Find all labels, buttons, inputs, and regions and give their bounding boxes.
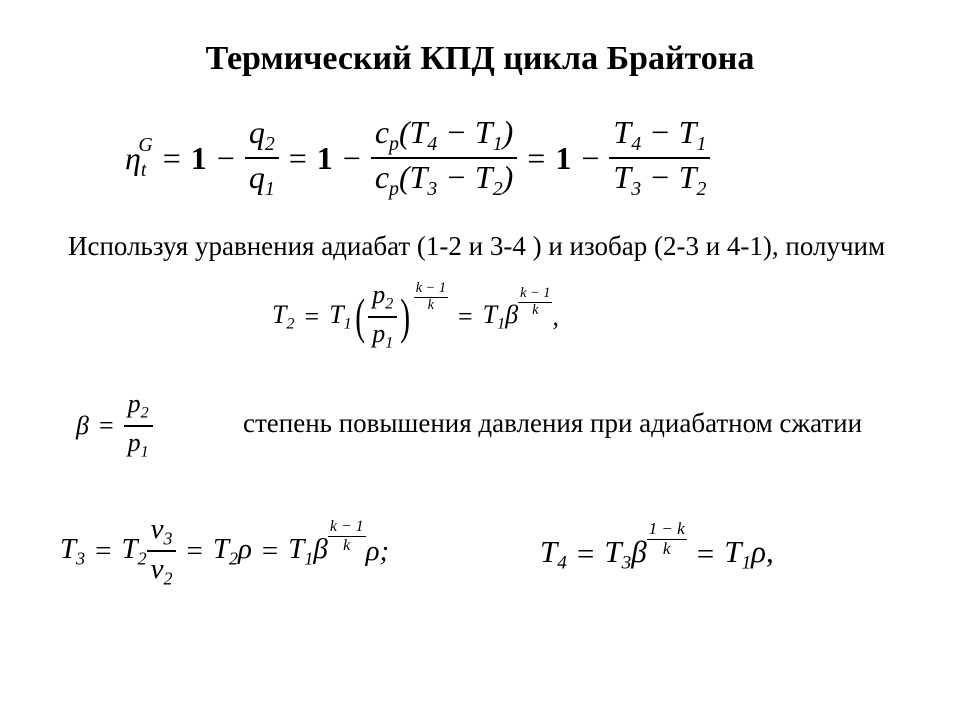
slide-title: Термический КПД цикла Брайтона (205, 40, 755, 77)
t4-formula: $T_4$ = $T_3\beta$ $\frac{1 - k}{k}$ = $T_1\rho$, (540, 518, 774, 574)
efficiency-formula: $\eta_t^G$ = 1 − $\frac{q_2}{q_1}$ = 1 − $\frac{c_p(T_4 - T_1)}{c_p(T_3 - T_2)}$ = 1 − $\frac{T_4 - T_1}{T_3 - T_2}$ (125, 112, 710, 204)
beta-formula: β = $\frac{p_2}{p_1}$ (76, 388, 153, 464)
intro-paragraph: Используя уравнения адиабат (1-2 и 3-4 ) и изобар (2-3 и 4-1), получим (68, 231, 886, 261)
t3-formula: $T_3$ = $T_2$ $\frac{v_3}{v_2}$ = $T_2\rho$ = $T_1\beta$ k − 1 k ρ; (60, 512, 390, 589)
beta-description: степень повышения давления при адиабатном сжатии (243, 408, 863, 438)
t2-formula: $T_2$ = $T_1$ ( $\frac{p_2}{p_1}$ ) $\frac{k - 1}{k}$ = $T_1\beta$ k − 1 k , (272, 279, 559, 352)
